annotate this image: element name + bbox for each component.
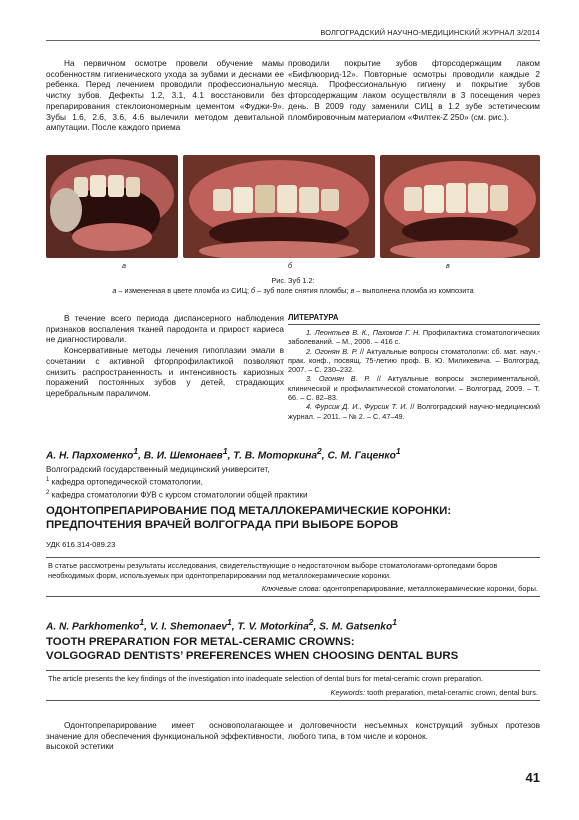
en-authors: A. N. Parkhomenko$^1$, V. I. Shemonaev$^1$, T. V. Motorkina$^2$, S. M. Gatsenko$^1$ xyxy=(46,617,397,633)
udc-code: УДК 616.314-089.23 xyxy=(46,540,116,549)
ru-abstract-box xyxy=(46,557,540,597)
final-left-paragraph: Одонтопрепарирование имеет основополагающее значение для обеспечения функциональной эффективности, высокой эстетики xyxy=(46,720,284,752)
figure-photo-a xyxy=(46,155,178,258)
reference-item: 2. Огонян В. Р. // Актуальные вопросы стоматологии: сб. мат. науч.-прак. конф., посвящ. 75-летию проф. В. Ю. Миликевича. – Волгоград, 2007. – С. 230–232. xyxy=(288,346,540,375)
body-paragraph: В течение всего периода диспансерного наблюдения признаков воспаления тканей пародонта и прирост кариеса не диагностировали. xyxy=(46,313,284,345)
intro-left-paragraph: На первичном осмотре провели обучение мамы особенностям гигиенического ухода за зубами и деснами ее ребенка. Перед лечением проводили профессиональную чистку зубов. Дефекты 1.2, 3.1, 4.1 восстановили без препарирования стеклоиономерным цементом «Фуджи-9». Зубы 1.6, 2.6, 3.6, 4.6 вылечили методом девитальной ампутации. После каждого приема xyxy=(46,58,284,133)
figure-caption-title: Рис. Зуб 1.2: xyxy=(271,276,315,285)
header-rule xyxy=(46,40,540,41)
final-right-column xyxy=(288,720,540,741)
references-section xyxy=(288,313,540,421)
figure-label-c: в xyxy=(446,261,450,270)
reference-item: 4. Фурсик Д. И., Фурсик Т. И. // Волгоградский научно-медицинский журнал. – 2011. – № 2. – С. 47–49. xyxy=(288,402,540,421)
figure-caption xyxy=(46,276,540,296)
en-keywords: Keywords: tooth preparation, metal-ceramic crown, dental burs. xyxy=(330,687,538,697)
ru-title: ОДОНТОПРЕПАРИРОВАНИЕ ПОД МЕТАЛЛОКЕРАМИЧЕСКИЕ КОРОНКИ: ПРЕДПОЧТЕНИЯ ВРАЧЕЙ ВОЛГОГРАДА ПРИ ВЫБОРЕ БОРОВ xyxy=(46,505,452,531)
body-left-column xyxy=(46,313,284,399)
final-left-column xyxy=(46,720,284,752)
figure-label-a: а xyxy=(122,261,126,270)
references-rule xyxy=(288,324,540,325)
intro-left-column xyxy=(46,58,284,133)
en-title: TOOTH PREPARATION FOR METAL-CERAMIC CROWNS: VOLGOGRAD DENTISTS’ PREFERENCES WHEN CHOOSING DENTAL BURS xyxy=(46,636,459,662)
department-1: $^1$ кафедра ортопедической стоматологии, xyxy=(46,477,203,487)
figure-photo-b xyxy=(183,155,375,258)
page-number: 41 xyxy=(525,770,540,785)
figure-label-b: б xyxy=(288,261,293,270)
final-right-paragraph: и долговечности несъемных конструкций зубных протезов любого типа, в том числе и коронок. xyxy=(288,720,540,741)
figure-photo-c xyxy=(380,155,540,258)
body-paragraph: Консервативные методы лечения гипоплазии эмали в сочетании с активной фторпрофилактикой позволяют снизить распространенность и интенсивность кариозных поражений постоянных зубов у детей, страдающих церебральным параличом. xyxy=(46,345,284,398)
en-abstract-box xyxy=(46,670,540,701)
ru-abstract: В статье рассмотрены результаты исследования, свидетельствующие о недостаточном выборе стоматологами-ортопедами боров необходимых форм, используемых при одонтопрепарировании под металлокерамические коронки. xyxy=(48,561,498,580)
en-abstract: The article presents the key findings of the investigation into inadequate selection of dental burs for metal-ceramic crown preparation. xyxy=(48,674,484,683)
university-name: Волгоградский государственный медицинский университет, xyxy=(46,465,270,474)
department-2: $^2$ кафедра стоматологии ФУВ с курсом стоматологии общей практики xyxy=(46,489,308,500)
reference-item: 1. Леонтьев В. К., Пахомов Г. Н. Профилактика стоматологических заболеваний. – М., 2006. – 416 с. xyxy=(288,328,540,347)
ru-authors: А. Н. Пархоменко$^1$, В. И. Шемонаев$^1$, Т. В. Моторкина$^2$, С. М. Гаценко$^1$ xyxy=(46,446,401,462)
intro-right-column xyxy=(288,58,540,122)
journal-header: ВОЛГОГРАДСКИЙ НАУЧНО-МЕДИЦИНСКИЙ ЖУРНАЛ 3/2014 xyxy=(320,28,540,37)
reference-item: 3. Огонян В. Р. // Актуальные вопросы экспериментальной, клинической и профилактической стоматологии. – Волгоград, 2009. – Т. 66. – С. 82–83. xyxy=(288,374,541,403)
references-list xyxy=(288,328,540,421)
ru-keywords: Ключевые слова: одонтопрепарирование, металлокерамические коронки, боры. xyxy=(261,584,538,594)
ru-affiliation xyxy=(46,465,308,500)
intro-right-paragraph: проводили покрытие зубов фторсодержащим лаком «Бифлюорид-12». Повторные осмотры проводили каждые 2 месяца. Профессиональную гигиену и покрытие зубов фторсодержащим лаком осуществляли в 3 посещения через день. В 2009 году заменили СИЦ в 1.2 зубе эстетическим пломбировочным материалом «Филтек-Z 250» (см. рис.). xyxy=(288,58,540,122)
figure-caption-subtitle: а – измененная в цвете пломба из СИЦ; б – зуб поле снятия пломбы; в – выполнена пломба из композита xyxy=(112,286,474,295)
references-title: ЛИТЕРАТУРА xyxy=(288,313,339,322)
